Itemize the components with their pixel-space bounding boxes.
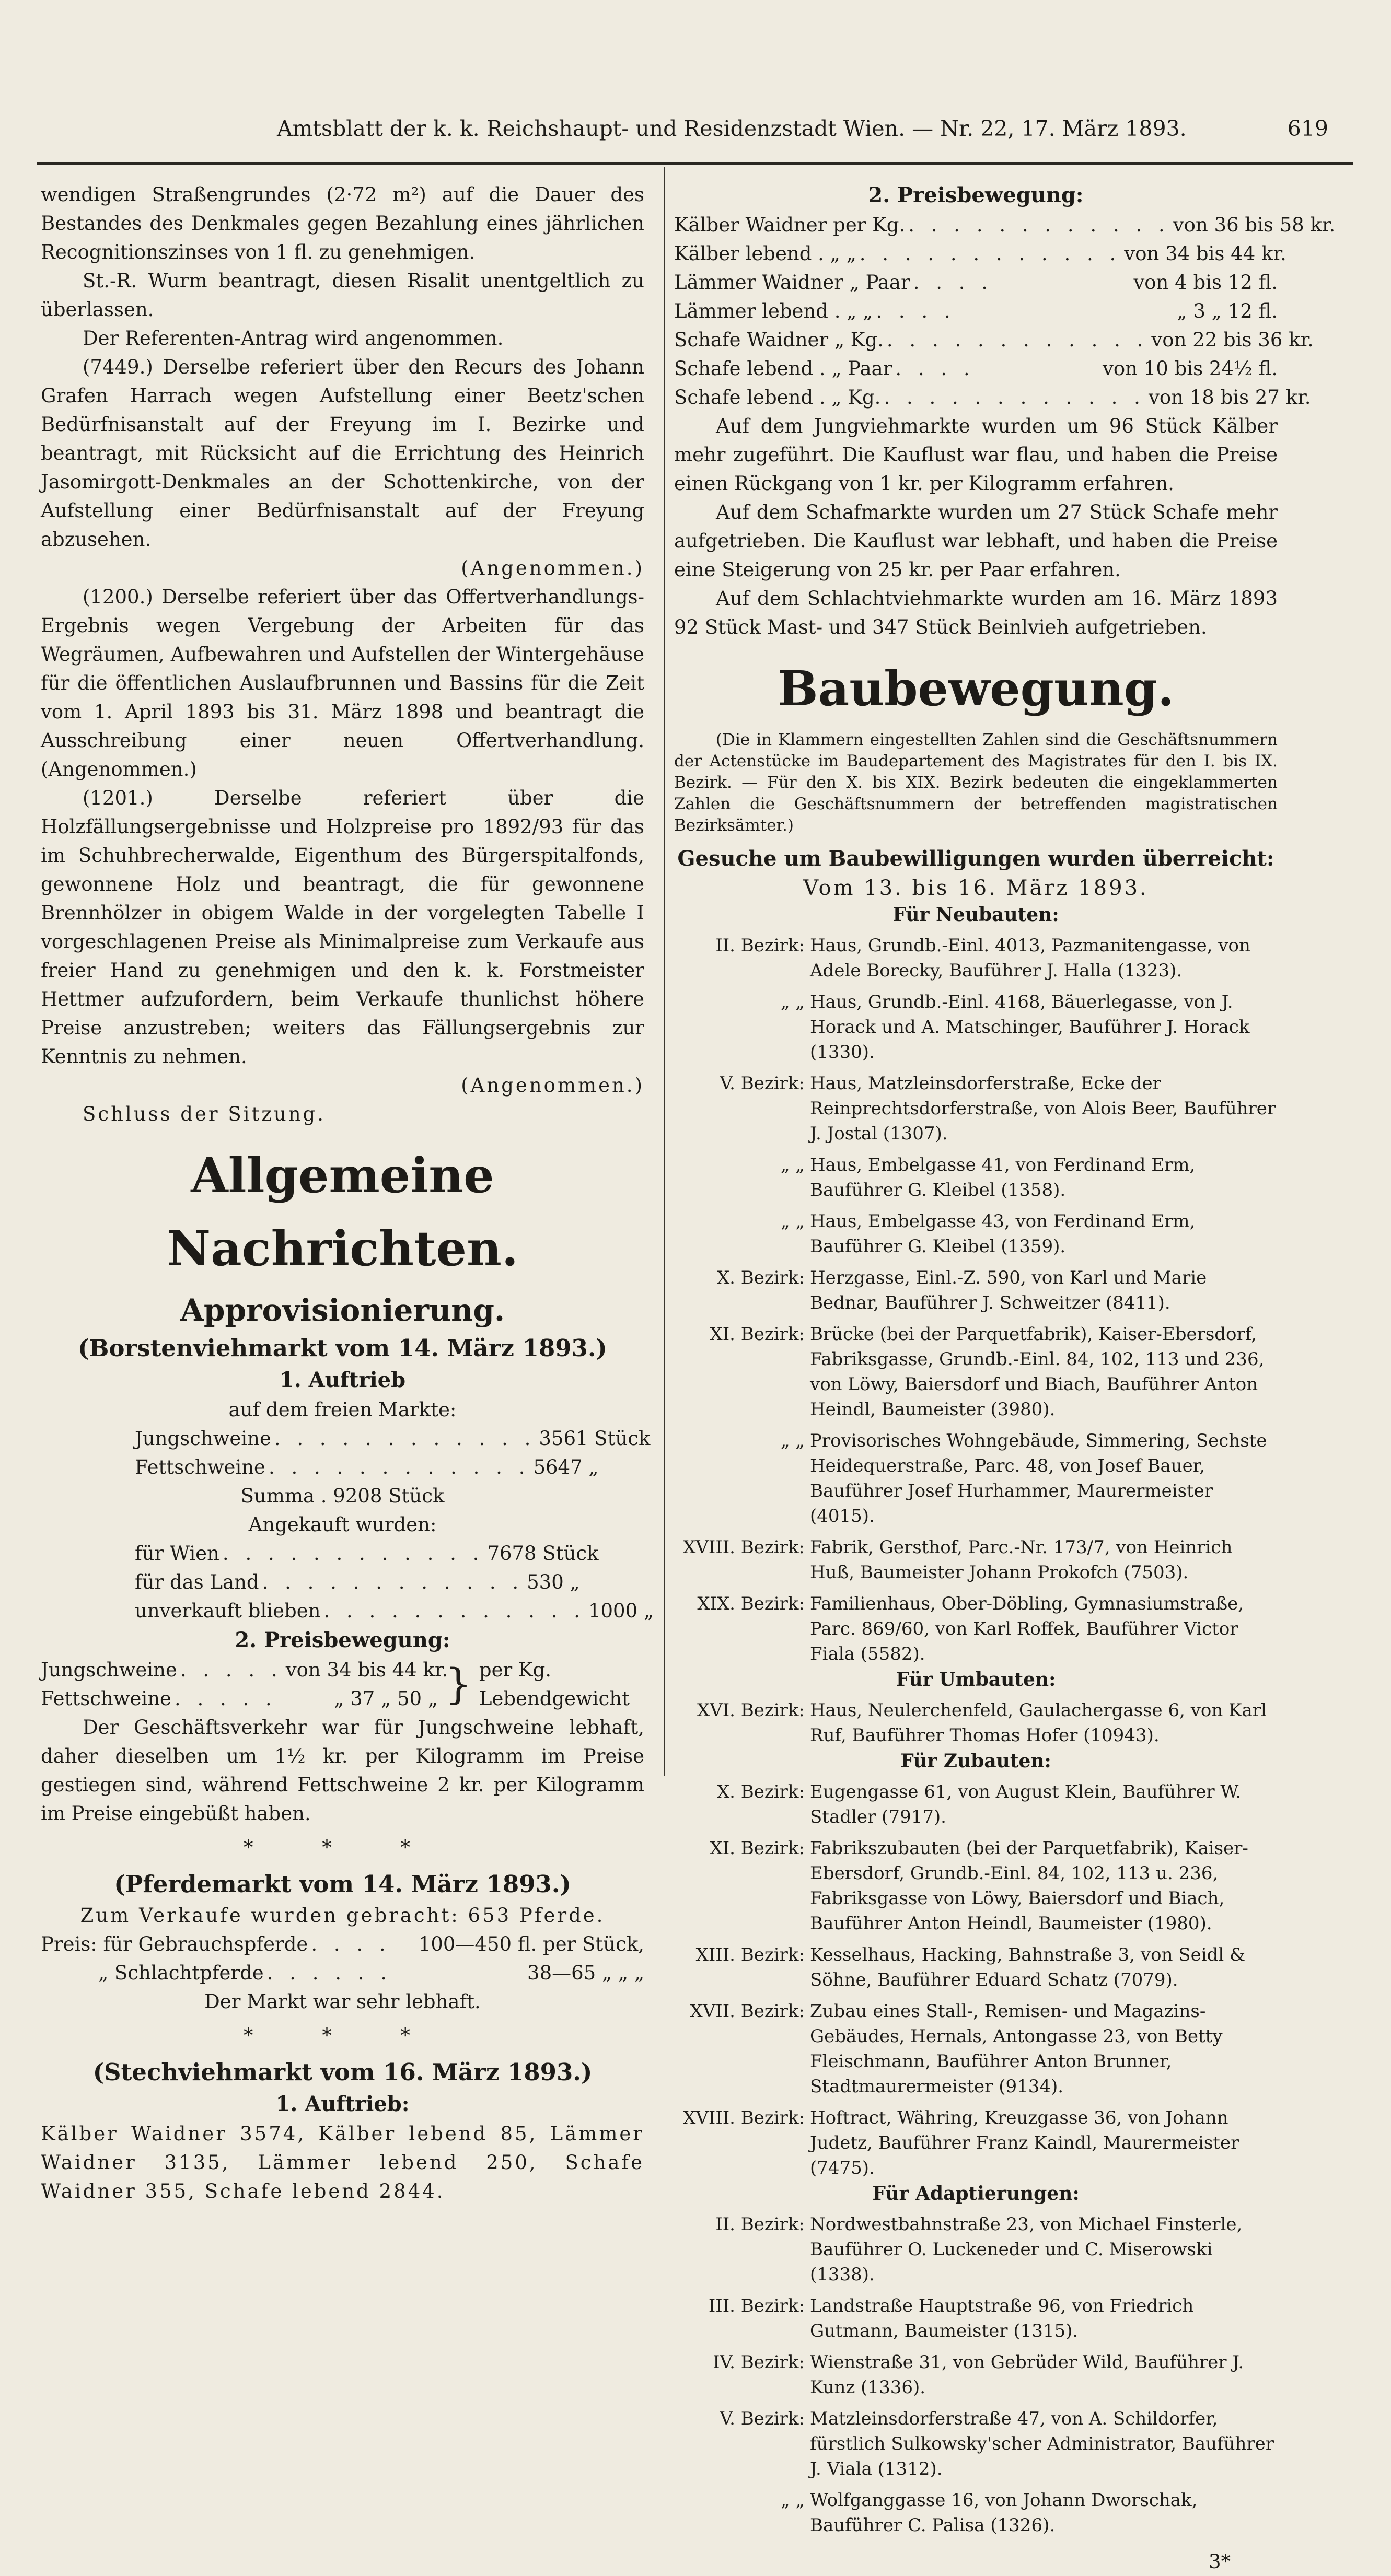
permit-text: Brücke (bei der Parquetfabrik), Kaiser-Ebersdorf, Fabriksgasse, Grundb.-Einl. 84, 102, 113 und 236, von Löwy, Baiersdorf und Biach, Bauführer Anton Heindl, Baumeister (3980).	[810, 1324, 1265, 1420]
permit-entry	[674, 1152, 1278, 1203]
permit-text: Eugengasse 61, von August Klein, Bauführer W. Stadler (7917).	[810, 1781, 1242, 1827]
permit-entry	[674, 1999, 1278, 2099]
district-label: „ „	[780, 1430, 805, 1451]
table-row: Schafe lebend . „ Paar . . . . von 10 bis 24½ fl.	[674, 357, 1278, 380]
table-row: für Wien . . . . . . . . . . . . 7678 Stück	[135, 1542, 599, 1565]
subheading: Angekauft wurden:	[248, 1513, 437, 1536]
permit-entry	[674, 933, 1278, 983]
date-range: Vom 13. bis 16. März 1893.	[803, 876, 1149, 900]
paragraph: (7449.) Derselbe referiert über den Recurs des Johann Grafen Harrach wegen Aufstellung einer Beetz'schen Bedürfnisanstalt auf der Freyung im I. Bezirke und beantragt, mit Rücksicht auf die Errichtung des Heinrich Jasomirgott-Denkmales an der Schottenkirche, von der Aufstellung einer Bedürfnisanstalt auf der Freyung abzusehen.	[41, 356, 644, 551]
table-row: „ Schlachtpferde . . . . . . 38—65 „ „ „	[98, 1962, 644, 1984]
district-label: XVIII. Bezirk:	[683, 2107, 805, 2128]
paragraph: Der Markt war sehr lebhaft.	[204, 1990, 481, 2013]
permit-text: Hoftract, Währing, Kreuzgasse 36, von Johann Judetz, Bauführer Franz Kaindl, Maurermeister (7475).	[810, 2107, 1239, 2178]
permit-text: Wienstraße 31, von Gebrüder Wild, Bauführer J. Kunz (1336).	[810, 2352, 1244, 2398]
permit-text: Haus, Grundb.-Einl. 4013, Pazmanitengasse, von Adele Borecky, Bauführer J. Halla (1323).	[810, 935, 1250, 981]
market-heading: (Pferdemarkt vom 14. März 1893.)	[114, 1870, 571, 1898]
paragraph: wendigen Straßengrundes (2·72 m²) auf die Dauer des Bestandes des Denkmales gegen Bezahlung eines jährlichen Recognitionszinses von 1 fl. zu genehmigen.	[41, 183, 644, 263]
permit-text: Wolfganggasse 16, von Johann Dworschak, Bauführer C. Palisa (1326).	[810, 2490, 1198, 2536]
brace: }	[445, 1660, 472, 1708]
permit-entry	[674, 1428, 1278, 1529]
permit-category-heading: Für Neubauten:	[892, 904, 1059, 926]
price-note: per Kg. Lebendgewicht	[479, 1659, 630, 1710]
table-row: Fettschweine . . . . . . . . . . . . 5647 „	[135, 1456, 599, 1478]
permit-entry	[674, 1591, 1278, 1666]
price-block	[41, 1656, 644, 1713]
permit-text: Zubau eines Stall-, Remisen- und Magazins-Gebäudes, Hernals, Antongasse 23, von Betty Fleischmann, Bauführer Anton Brunner, Stadtmaurermeister (9134).	[810, 2001, 1223, 2097]
permit-sections	[674, 903, 1278, 2538]
district-label: XIII. Bezirk:	[696, 1944, 805, 1965]
permit-text: Haus, Embelgasse 41, von Ferdinand Erm, Bauführer G. Kleibel (1358).	[810, 1155, 1196, 1200]
permit-entry	[674, 1779, 1278, 1829]
table-row: Lämmer Waidner „ Paar . . . . von 4 bis 12 fl.	[674, 271, 1278, 294]
district-label: XI. Bezirk:	[710, 1324, 805, 1345]
paragraph: (1200.) Derselbe referiert über das Offertverhandlungs-Ergebnis wegen Vergebung der Arbeiten für das Wegräumen, Aufbewahren und Aufstellen der Wintergehäuse für die öffentlichen Auslaufbrunnen und Bassins für die Zeit vom 1. April 1893 bis 31. März 1898 und beantragt die Ausschreibung einer neuen Offertverhandlung. (Angenommen.)	[41, 586, 644, 780]
header-rule	[37, 162, 1353, 165]
permit-text: Herzgasse, Einl.-Z. 590, von Karl und Marie Bednar, Bauführer J. Schweitzer (8411).	[810, 1267, 1207, 1313]
table-row: Fettschweine . . . . . „ 37 „ 50 „	[41, 1687, 438, 1710]
page-number: 619	[1287, 116, 1328, 141]
permit-text: Haus, Neulerchenfeld, Gaulachergasse 6, von Karl Ruf, Bauführer Thomas Hofer (10943).	[810, 1700, 1267, 1746]
permit-entry	[674, 1698, 1278, 1748]
table-row: Kälber Waidner per Kg. . . . . . . . . . . . . von 36 bis 58 kr.	[674, 214, 1336, 236]
permit-entry	[674, 1209, 1278, 1259]
paragraph: Auf dem Jungviehmarkte wurden um 96 Stück Kälber mehr zugeführt. Die Kauflust war flau, und haben die Preise einen Rückgang von 1 kr. per Kilogramm erfahren.	[674, 415, 1278, 495]
district-label: V. Bezirk:	[720, 2408, 805, 2429]
district-label: IV. Bezirk:	[713, 2352, 805, 2373]
pferde-table	[41, 1930, 644, 1987]
district-label: XI. Bezirk:	[710, 1838, 805, 1859]
paragraph: Der Referenten-Antrag wird angenommen.	[83, 327, 504, 349]
table-row: Preis: für Gebrauchspferde . . . . 100—450 fl. per Stück,	[41, 1933, 644, 1955]
district-label: III. Bezirk:	[708, 2295, 805, 2316]
permit-entry	[674, 1942, 1278, 1992]
paragraph: Auf dem Schafmarkte wurden um 27 Stück Schafe mehr aufgetrieben. Die Kauflust war lebhaft, und haben die Preise eine Steigerung von 25 kr. per Paar erfahren.	[674, 501, 1278, 581]
table-row: Jungschweine . . . . . . . . . . . . 3561 Stück	[135, 1427, 651, 1450]
permit-entry	[674, 2293, 1278, 2344]
district-label: „ „	[780, 2490, 805, 2511]
permit-entry	[674, 1322, 1278, 1422]
district-label: X. Bezirk:	[716, 1267, 805, 1288]
table-row: Schafe lebend . „ Kg. . . . . . . . . . . . . von 18 bis 27 kr.	[674, 386, 1311, 409]
subheading: 2. Preisbewegung:	[235, 1628, 450, 1652]
permit-text: Landstraße Hauptstraße 96, von Friedrich Gutmann, Baumeister (1315).	[810, 2295, 1194, 2341]
permit-category-heading: Für Umbauten:	[896, 1669, 1056, 1691]
table-row: Lämmer lebend . „ „ . . . . „ 3 „ 12 fl.	[674, 300, 1278, 322]
permit-text: Fabrik, Gersthof, Parc.-Nr. 173/7, von Heinrich Huß, Baumeister Johann Prokofch (7503).	[810, 1537, 1233, 1583]
separator-stars: * * *	[243, 1836, 442, 1859]
table-row: Jungschweine . . . . . von 34 bis 44 kr.	[41, 1659, 448, 1681]
permit-text: Matzleinsdorferstraße 47, von A. Schildorfer, fürstlich Sulkowsky'scher Administrator, Bauführer J. Viala (1312).	[810, 2408, 1274, 2479]
subheading: 2. Preisbewegung:	[868, 183, 1084, 207]
permit-text: Kesselhaus, Hacking, Bahnstraße 3, von Seidl & Söhne, Bauführer Eduard Schatz (7079).	[810, 1944, 1246, 1990]
market-heading: (Borstenviehmarkt vom 14. März 1893.)	[78, 1334, 607, 1362]
permit-text: Haus, Embelgasse 43, von Ferdinand Erm, Bauführer G. Kleibel (1359).	[810, 1211, 1196, 1257]
permit-entry	[674, 2212, 1278, 2287]
summa-line: Summa . 9208 Stück	[240, 1485, 445, 1507]
right-column	[674, 180, 1336, 2576]
permit-entry	[674, 989, 1278, 1065]
separator-stars: * * *	[243, 2024, 442, 2047]
permit-entry	[674, 2105, 1278, 2181]
district-label: „ „	[780, 992, 805, 1012]
page-header	[63, 116, 1328, 153]
district-label: XVII. Bezirk:	[690, 2001, 805, 2022]
paragraph: Der Geschäftsverkehr war für Jungschweine lebhaft, daher dieselben um 1½ kr. per Kilogramm im Preise gestiegen sind, während Fettschweine 2 kr. per Kilogramm im Preise eingebüßt haben.	[41, 1716, 644, 1825]
permit-category-heading: Für Zubauten:	[900, 1750, 1051, 1772]
column-separator	[664, 167, 665, 1776]
paragraph: Kälber Waidner 3574, Kälber lebend 85, Lämmer Waidner 3135, Lämmer lebend 250, Schafe Waidner 355, Schafe lebend 2844.	[41, 2123, 644, 2202]
decision-tag: (Angenommen.)	[461, 557, 644, 579]
district-label: XIX. Bezirk:	[697, 1593, 805, 1614]
paragraph: Schluss der Sitzung.	[83, 1103, 326, 1125]
permit-text: Fabrikszubauten (bei der Parquetfabrik), Kaiser-Ebersdorf, Grundb.-Einl. 84, 102, 113 u. 236, Fabriksgasse von Löwy, Baiersdorf und Biach, Bauführer Anton Heindl, Baumeister (1980).	[810, 1838, 1248, 1934]
district-label: XVI. Bezirk:	[697, 1700, 805, 1721]
permit-category-heading: Für Adaptierungen:	[872, 2183, 1080, 2205]
subheading: Gesuche um Baubewilligungen wurden überreicht:	[677, 846, 1274, 871]
section-heading: Baubewegung.	[777, 660, 1175, 717]
permit-text: Haus, Grundb.-Einl. 4168, Bäuerlegasse, von J. Horack und A. Matschinger, Bauführer J. Horack (1330).	[810, 992, 1250, 1063]
subheading: auf dem freien Markte:	[228, 1398, 457, 1421]
subsection-heading: Approvisionierung.	[180, 1292, 505, 1328]
table-row: Schafe Waidner „ Kg. . . . . . . . . . . . . von 22 bis 36 kr.	[674, 329, 1314, 351]
permit-entry	[674, 1265, 1278, 1315]
table-row: für das Land . . . . . . . . . . . . 530 „	[135, 1571, 580, 1593]
stechvieh-price-table	[674, 211, 1336, 412]
permit-entry	[674, 2406, 1278, 2481]
angekauft-table	[135, 1539, 654, 1625]
district-label: „ „	[780, 1155, 805, 1175]
permit-text: Familienhaus, Ober-Döbling, Gymnasiumstraße, Parc. 869/60, von Karl Roffek, Bauführer Victor Fiala (5582).	[810, 1593, 1244, 1664]
running-title: Amtsblatt der k. k. Reichshaupt- und Residenzstadt Wien. — Nr. 22, 17. März 1893.	[277, 116, 1187, 141]
signature-mark: 3*	[1208, 2550, 1231, 2573]
permit-entry	[674, 2488, 1278, 2538]
section-heading: Allgemeine Nachrichten.	[167, 1147, 518, 1277]
permit-text: Provisorisches Wohngebäude, Simmering, Sechste Heidequerstraße, Parc. 48, von Josef Bauer, Bauführer Josef Hurhammer, Maurermeister (4015).	[810, 1430, 1267, 1526]
district-label: II. Bezirk:	[715, 935, 805, 956]
district-label: V. Bezirk:	[720, 1073, 805, 1094]
district-label: X. Bezirk:	[716, 1781, 805, 1802]
subheading: 1. Auftrieb	[279, 1368, 406, 1392]
permit-entry	[674, 1836, 1278, 1936]
paragraph: Zum Verkaufe wurden gebracht: 653 Pferde.	[80, 1904, 605, 1927]
permit-text: Haus, Matzleinsdorferstraße, Ecke der Reinprechtsdorferstraße, von Alois Beer, Bauführer J. Jostal (1307).	[810, 1073, 1276, 1144]
table-row: Kälber lebend . „ „ . . . . . . . . . . . . von 34 bis 44 kr.	[674, 242, 1286, 265]
paragraph: St.-R. Wurm beantragt, diesen Risalit unentgeltlich zu überlassen.	[41, 270, 644, 321]
left-column	[41, 180, 654, 2206]
table-row: unverkauft blieben . . . . . . . . . . . . 1000 „	[135, 1600, 654, 1622]
district-label: II. Bezirk:	[715, 2214, 805, 2235]
district-label: XVIII. Bezirk:	[683, 1537, 805, 1558]
subheading: 1. Auftrieb:	[275, 2092, 410, 2116]
permit-entry	[674, 2350, 1278, 2400]
editorial-note: (Die in Klammern eingestellten Zahlen sind die Geschäftsnummern der Actenstücke im Baudepartement des Magistrates für den I. bis IX. Bezirk. — Für den X. bis XIX. Bezirk bedeuten die eingeklammerten Zahlen die Geschäftsnummern der betreffenden magistratischen Bezirksämter.)	[674, 730, 1278, 835]
paragraph: Auf dem Schlachtviehmarkte wurden am 16. März 1893 92 Stück Mast- und 347 Stück Beinlvieh aufgetrieben.	[674, 587, 1278, 638]
permit-entry	[674, 1071, 1278, 1146]
decision-tag: (Angenommen.)	[461, 1074, 644, 1097]
district-label: „ „	[780, 1211, 805, 1232]
auftrieb-table	[135, 1424, 651, 1482]
market-heading: (Stechviehmarkt vom 16. März 1893.)	[92, 2058, 593, 2086]
permit-text: Nordwestbahnstraße 23, von Michael Finsterle, Bauführer O. Luckeneder und C. Miserowski (1338).	[810, 2214, 1243, 2285]
permit-entry	[674, 1535, 1278, 1585]
paragraph: (1201.) Derselbe referiert über die Holzfällungsergebnisse und Holzpreise pro 1892/93 für das im Schuhbrecherwalde, Eigenthum des Bürgerspitalfonds, gewonnene Holz und beantragt, die für gewonnene Brennhölzer in obigem Walde in der vorgelegten Tabelle I vorgeschlagenen Preise als Minimalpreise zum Verkaufe aus freier Hand zu genehmigen und den k. k. Forstmeister Hettmer aufzufordern, beim Verkaufe thunlichst höhere Preise anzustreben; weiters das Fällungsergebnis zur Kenntnis zu nehmen.	[41, 787, 644, 1068]
